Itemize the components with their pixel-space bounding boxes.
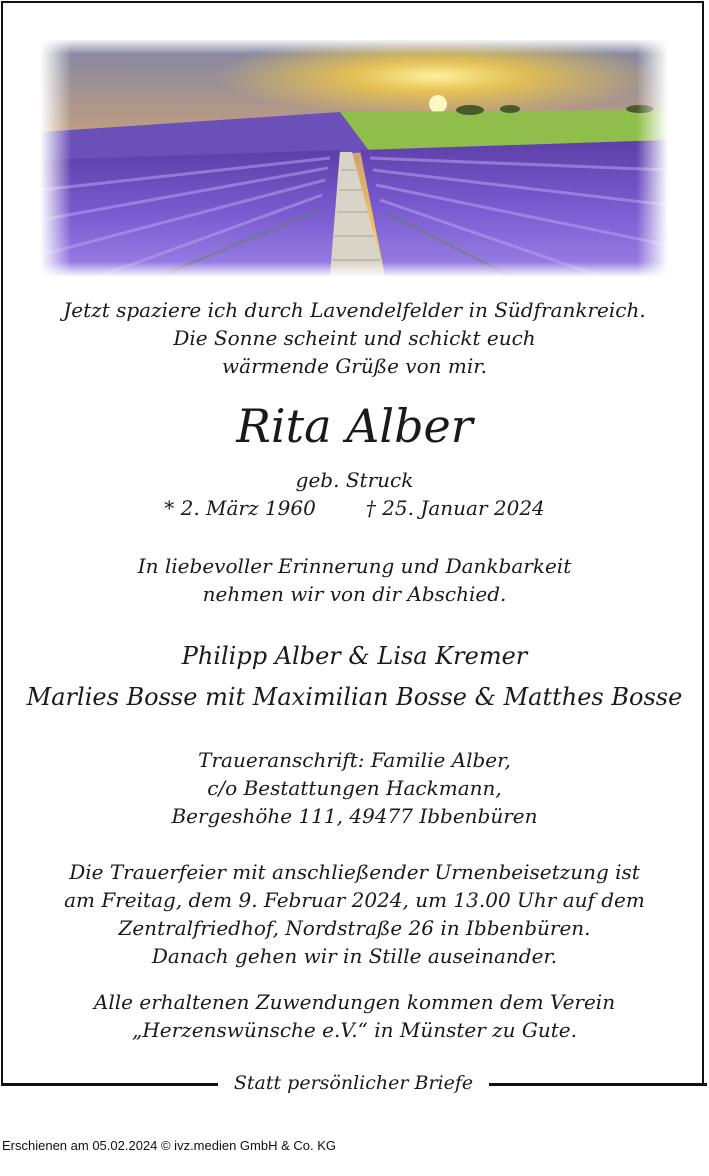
mourning-address: [10, 746, 699, 830]
farewell-text: [10, 552, 699, 608]
farewell-line: In liebevoller Erinnerung und Dankbarkeit: [137, 554, 572, 578]
ceremony-line: Die Trauerfeier mit anschließender Urnenbeisetzung ist: [69, 860, 640, 884]
frame-bottom-right-rule: [489, 1083, 707, 1086]
motto-verse: [10, 296, 699, 380]
motto-line: wärmende Grüße von mir.: [222, 354, 487, 378]
birth-date: * 2. März 1960: [164, 496, 316, 520]
address-line: Traueranschrift: Familie Alber,: [198, 748, 511, 772]
publication-credit: Erschienen am 05.02.2024 © ivz.medien GmbH & Co. KG: [2, 1138, 337, 1153]
address-line: c/o Bestattungen Hackmann,: [207, 776, 502, 800]
frame-bottom-left-rule: [1, 1083, 218, 1086]
mourner-line: Philipp Alber & Lisa Kremer: [181, 642, 528, 670]
ceremony-line: Zentralfriedhof, Nordstraße 26 in Ibbenbüren.: [118, 916, 591, 940]
ceremony-info: [10, 858, 699, 970]
birth-info: [10, 466, 699, 522]
mourner-line: Marlies Bosse mit Maximilian Bosse & Matthes Bosse: [26, 683, 683, 711]
maiden-name: geb. Struck: [295, 468, 414, 492]
ceremony-line: Danach gehen wir in Stille auseinander.: [151, 944, 558, 968]
donation-line: „Herzenswünsche e.V.“ in Münster zu Gute.: [131, 1018, 577, 1042]
lavender-field-photo: [40, 40, 668, 276]
death-date: † 25. Januar 2024: [365, 496, 545, 520]
life-dates: [10, 494, 699, 522]
ceremony-line: am Freitag, dem 9. Februar 2024, um 13.00 Uhr auf dem: [64, 888, 645, 912]
motto-line: Jetzt spaziere ich durch Lavendelfelder in Südfrankreich.: [63, 298, 646, 322]
donation-line: Alle erhaltenen Zuwendungen kommen dem Verein: [93, 990, 616, 1014]
motto-line: Die Sonne scheint und schickt euch: [173, 326, 536, 350]
farewell-line: nehmen wir von dir Abschied.: [202, 582, 507, 606]
no-letters-note: Statt persönlicher Briefe: [233, 1072, 474, 1094]
address-line: Bergeshöhe 111, 49477 Ibbenbüren: [171, 804, 538, 828]
deceased-name: Rita Alber: [236, 399, 473, 453]
donation-note: [10, 988, 699, 1044]
